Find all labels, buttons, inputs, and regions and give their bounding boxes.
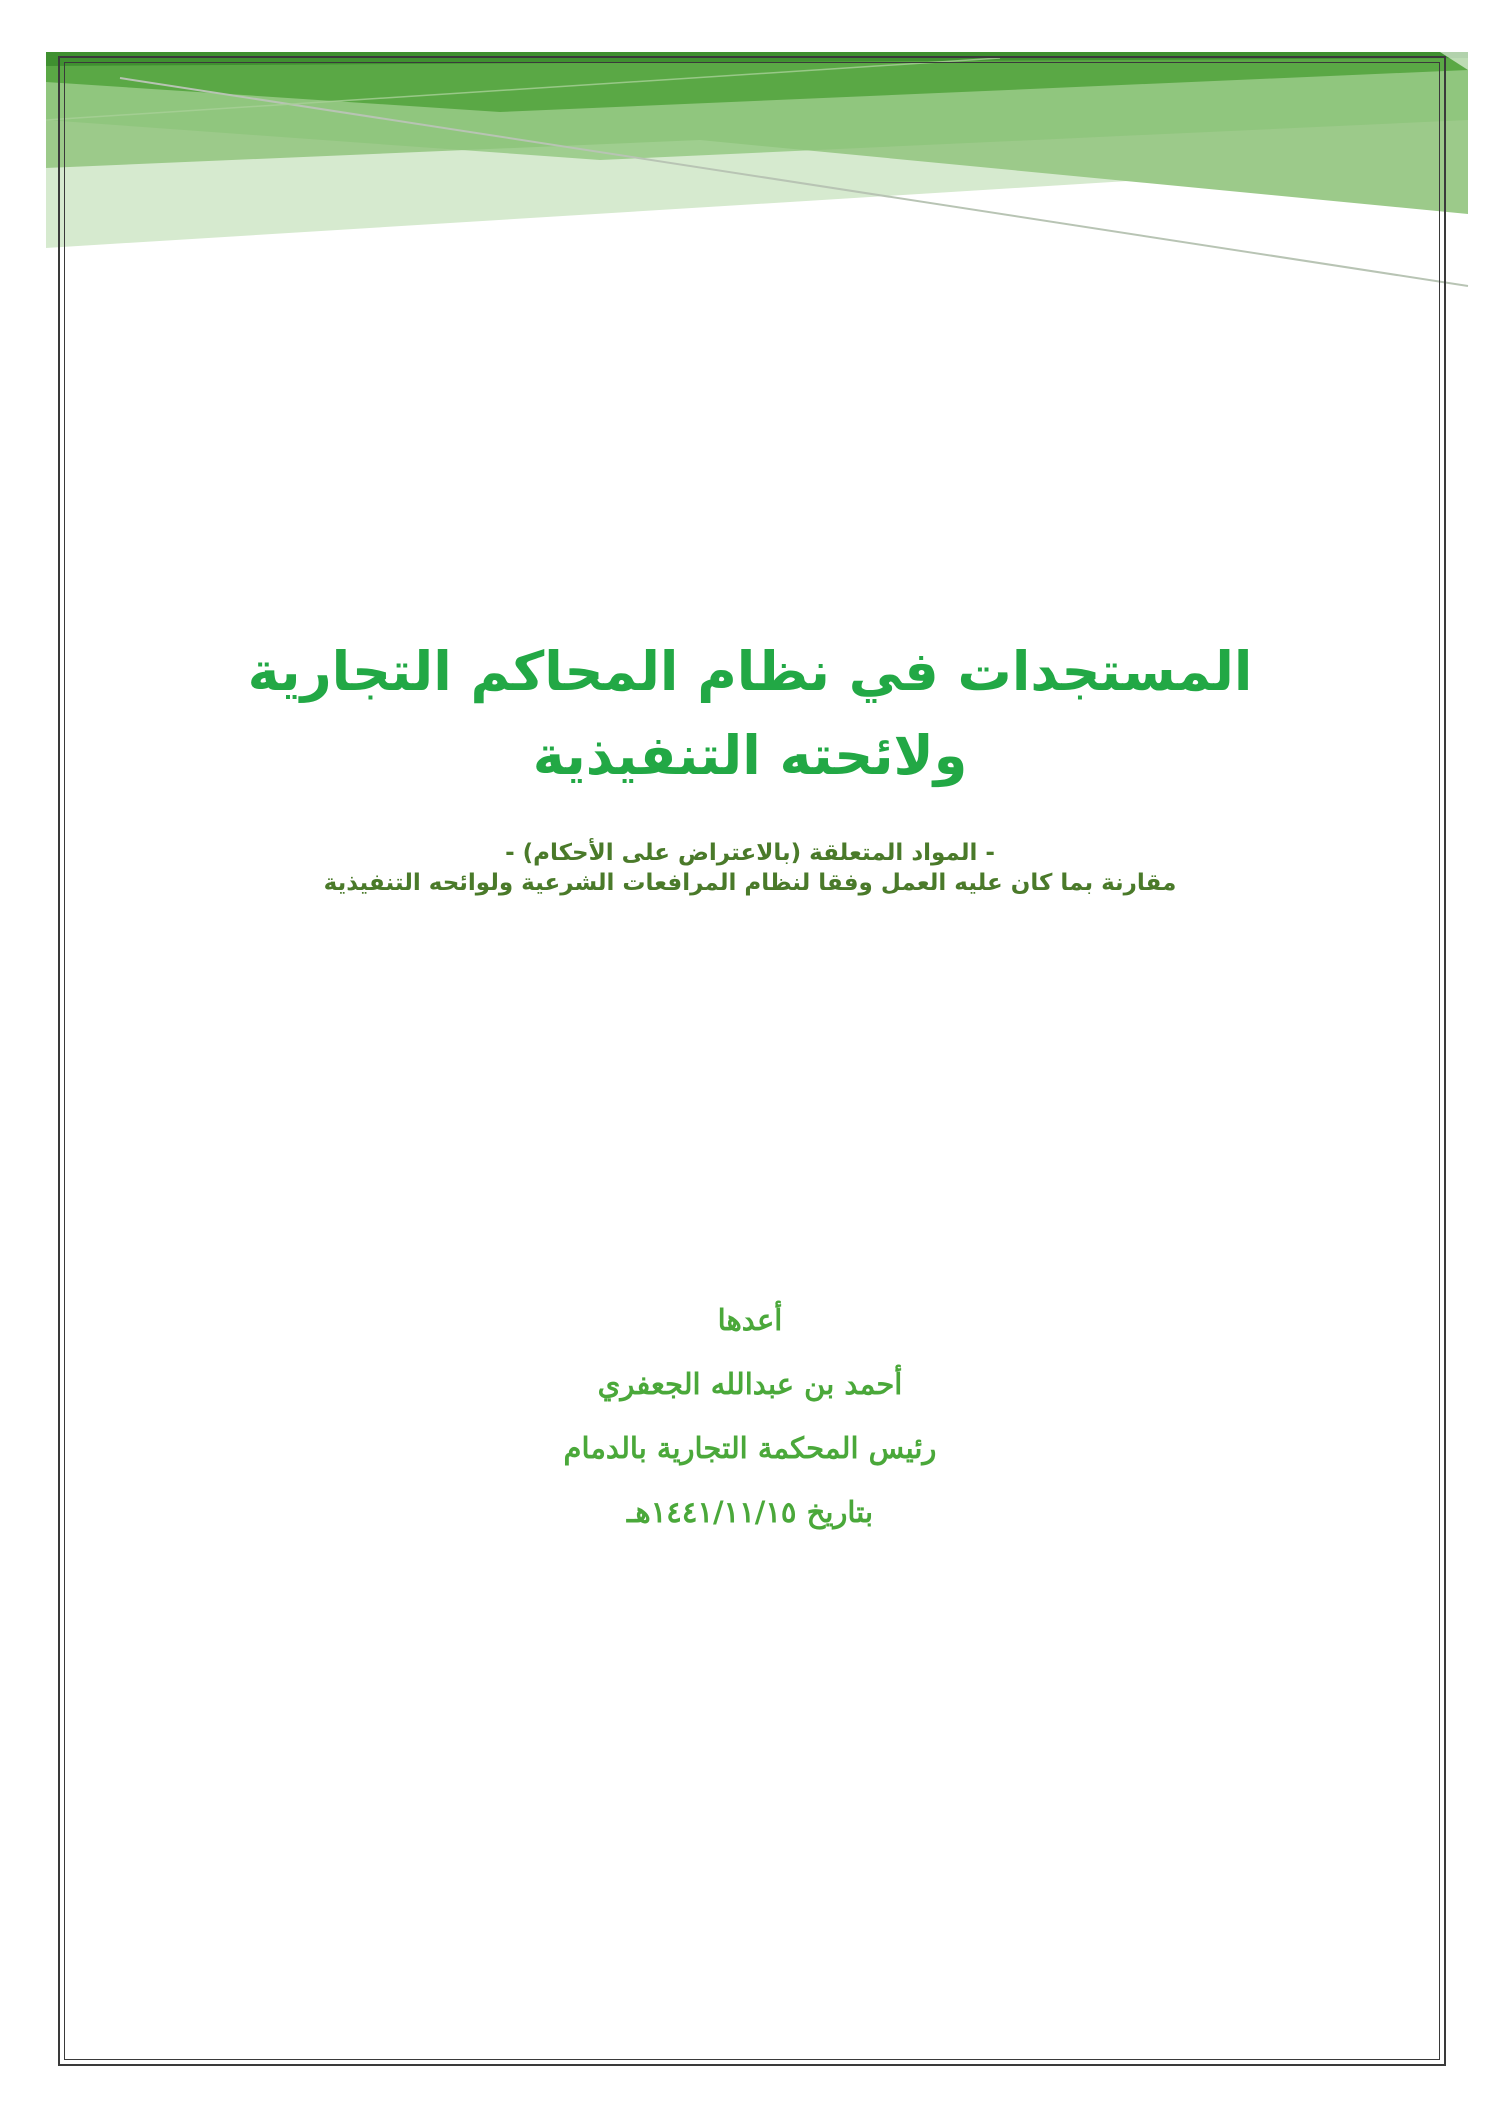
author-name: أحمد بن عبدالله الجعفري: [597, 1367, 903, 1401]
page-border-inner: [64, 62, 1440, 2060]
document-title: [100, 630, 1400, 798]
document-subtitle: [100, 838, 1400, 898]
title-line-1: المستجدات في نظام المحاكم التجارية: [247, 640, 1253, 703]
document-date: بتاريخ ١٤٤١/١١/١٥هـ: [626, 1495, 874, 1529]
subtitle-line-1: - المواد المتعلقة (بالاعتراض على الأحكام) -: [505, 840, 995, 866]
title-line-2: ولائحته التنفيذية: [532, 724, 968, 787]
prepared-by-label: أعدها: [717, 1303, 783, 1337]
subtitle-line-2: مقارنة بما كان عليه العمل وفقا لنظام المرافعات الشرعية ولوائحه التنفيذية: [323, 870, 1177, 896]
author-block: [100, 1288, 1400, 1544]
author-position: رئيس المحكمة التجارية بالدمام: [563, 1431, 937, 1465]
